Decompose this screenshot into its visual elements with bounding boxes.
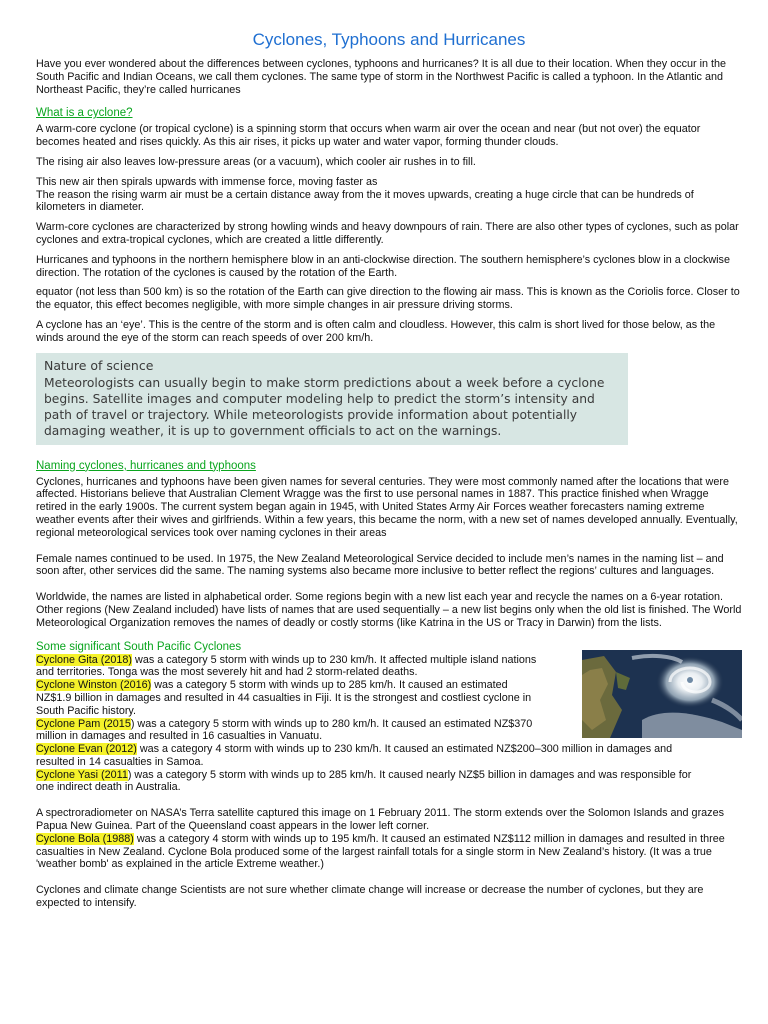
what-paragraph-3a: This new air then spirals upwards with immense force, moving faster as: [36, 175, 378, 188]
document-page: [36, 30, 742, 910]
cyclone-evan-name: Cyclone Evan (2012): [36, 743, 137, 756]
spectroradiometer-caption: A spectroradiometer on NASA’s Terra satellite captured this image on 1 February 2011. The storm extends over the Solomon Islands and grazes Papua New Guinea. Part of the Queensland coast appears in the lower left corner.: [36, 807, 724, 833]
cyclone-gita-name: Cyclone Gita (2018): [36, 653, 133, 666]
cyclone-pam-entry: Cyclone Pam (2015) was a category 5 storm with winds up to 280 km/h. It caused an estimated NZ$370 million in damages and resulted in 16 casualties in Vanuatu.: [36, 717, 533, 743]
section-heading-significant: Some significant South Pacific Cyclones: [36, 640, 242, 653]
intro-paragraph: Have you ever wondered about the differences between cyclones, typhoons and hurricanes? It is all due to their location. When they occur in the South Pacific and Indian Oceans, we call them cyclones. The same type of storm in the Northwest Pacific is called a typhoon. In the Atlantic and Northeast Pacific, they’re called hurricanes: [36, 58, 727, 96]
what-paragraph-4: Warm-core cyclones are characterized by strong howling winds and heavy downpours of rain. There are also other types of cyclones, such as polar cyclones and extra-tropical cyclones, which are created a little differently.: [36, 221, 739, 246]
page-title: Cyclones, Typhoons and Hurricanes: [252, 30, 526, 49]
what-paragraph-7: A cyclone has an ‘eye’. This is the centre of the storm and is often calm and cloudless. However, this calm is short lived for those below, as the winds around the eye of the storm can reach speeds of over 200 km/h.: [36, 318, 716, 344]
section-heading-naming: Naming cyclones, hurricanes and typhoons: [36, 459, 256, 472]
naming-paragraph-1: Cyclones, hurricanes and typhoons have been given names for several centuries. They were most commonly named after the locations that were affected. Historians believe that Australian Clement Wragge was the first to use personal names in 1887. This practice finished when Wragge retired in the early 1900s. The current system began again in 1945, with United States Army Air Forces weather forecasters naming extreme weather events after their wives and girlfriends. Within a few years, this became the norm, with a new set of names developed annually. Eventually, regional meteorological services took over naming cyclones in their areas: [36, 475, 738, 539]
cyclone-winston-entry: Cyclone Winston (2016) was a category 5 storm with winds up to 285 km/h. It caused an estimated NZ$1.9 billion in damages and resulted in 44 casualties in Fiji. It is the strongest and costliest cyclone in South Pacific history.: [36, 679, 532, 717]
cyclone-pam-name: Cyclone Pam (2015: [36, 717, 131, 730]
significant-cyclones-section: [36, 640, 742, 910]
nature-of-science-callout: [36, 353, 628, 445]
satellite-cyclone-image: [582, 650, 742, 738]
what-paragraph-6: equator (not less than 500 km) is so the rotation of the Earth can give direction to the flowing air mass. This is known as the Coriolis force. Closer to the equator, this effect becomes negligible, with more simple changes in air pressure driving storms.: [36, 286, 740, 312]
what-paragraph-3: [36, 176, 742, 214]
cyclone-bola-entry: Cyclone Bola (1988) was a category 4 storm with winds up to 195 km/h. It caused an estimated NZ$112 million in damages and resulted in three casualties in New Zealand. Cyclone Bola produced some of the largest rainfall totals for a single storm in New Zealand’s history. (It was a true 'weather bomb' as explained in the article Extreme weather.): [36, 832, 725, 871]
naming-paragraph-3: Worldwide, the names are listed in alphabetical order. Some regions begin with a new list each year and recycle the names on a 6-year rotation. Other regions (New Zealand included) have lists of names that are used sequentially – a new list begins only when the old list is finished. The World Meteorological Organization removes the names of deadly or costly storms (like Katrina in the US or Tracy in Darwin) from the lists.: [36, 591, 742, 629]
cyclone-winston-name: Cyclone Winston (2016): [36, 679, 152, 692]
cyclone-yasi-entry: Cyclone Yasi (2011) was a category 5 storm with winds up to 285 km/h. It caused nearly NZ$5 billion in damages and was responsible for one indirect death in Australia.: [36, 768, 692, 794]
cyclone-evan-entry: Cyclone Evan (2012) was a category 4 storm with winds up to 230 km/h. It caused an estimated NZ$200–300 million in damages and resulted in 14 casualties in Samoa.: [36, 743, 673, 768]
callout-body: Meteorologists can usually begin to make storm predictions about a week before a cyclone begins. Satellite images and computer modeling help to predict the storm’s intensity and path of travel or trajectory. While meteorologists provide information about potentially damaging weather, it is up to government officials to act on the warnings.: [44, 375, 605, 438]
satellite-image-graphic: [582, 650, 742, 738]
naming-paragraph-2: Female names continued to be used. In 1975, the New Zealand Meteorological Service decided to include men’s names in the naming list – and soon after, other services did the same. The naming systems also became more inclusive to better reflect the regions’ cultures and languages.: [36, 552, 724, 578]
what-paragraph-3b: The reason the rising warm air must be a certain distance away from the it moves upwards, creating a huge circle that can be hundreds of kilometers in diameter.: [36, 188, 694, 214]
callout-title: Nature of science: [44, 357, 154, 373]
cyclone-gita-entry: Cyclone Gita (2018) was a category 5 storm with winds up to 230 km/h. It affected multiple island nations and territories. Tonga was the most severely hit and had 2 storm-related deaths.: [36, 653, 537, 679]
cyclone-bola-name: Cyclone Bola (1988): [36, 832, 134, 845]
what-paragraph-2: The rising air also leaves low-pressure areas (or a vacuum), which cooler air rushes in to fill.: [36, 155, 476, 168]
climate-change-paragraph: Cyclones and climate change Scientists are not sure whether climate change will increase or decrease the number of cyclones, but they are expected to intensify.: [36, 884, 704, 910]
section-heading-what: What is a cyclone?: [36, 107, 133, 120]
cyclone-yasi-name: Cyclone Yasi (2011: [36, 768, 128, 781]
what-paragraph-5: Hurricanes and typhoons in the northern hemisphere blow in an anti-clockwise direction. The southern hemisphere’s cyclones blow in a clockwise direction. The rotation of the cyclones is caused by the rotation of the Earth.: [36, 253, 730, 279]
what-paragraph-1: A warm-core cyclone (or tropical cyclone) is a spinning storm that occurs when warm air over the ocean and near (but not over) the equator becomes heated and rises quickly. As this air rises, it picks up water and water vapor, forming thunder clouds.: [36, 123, 701, 149]
